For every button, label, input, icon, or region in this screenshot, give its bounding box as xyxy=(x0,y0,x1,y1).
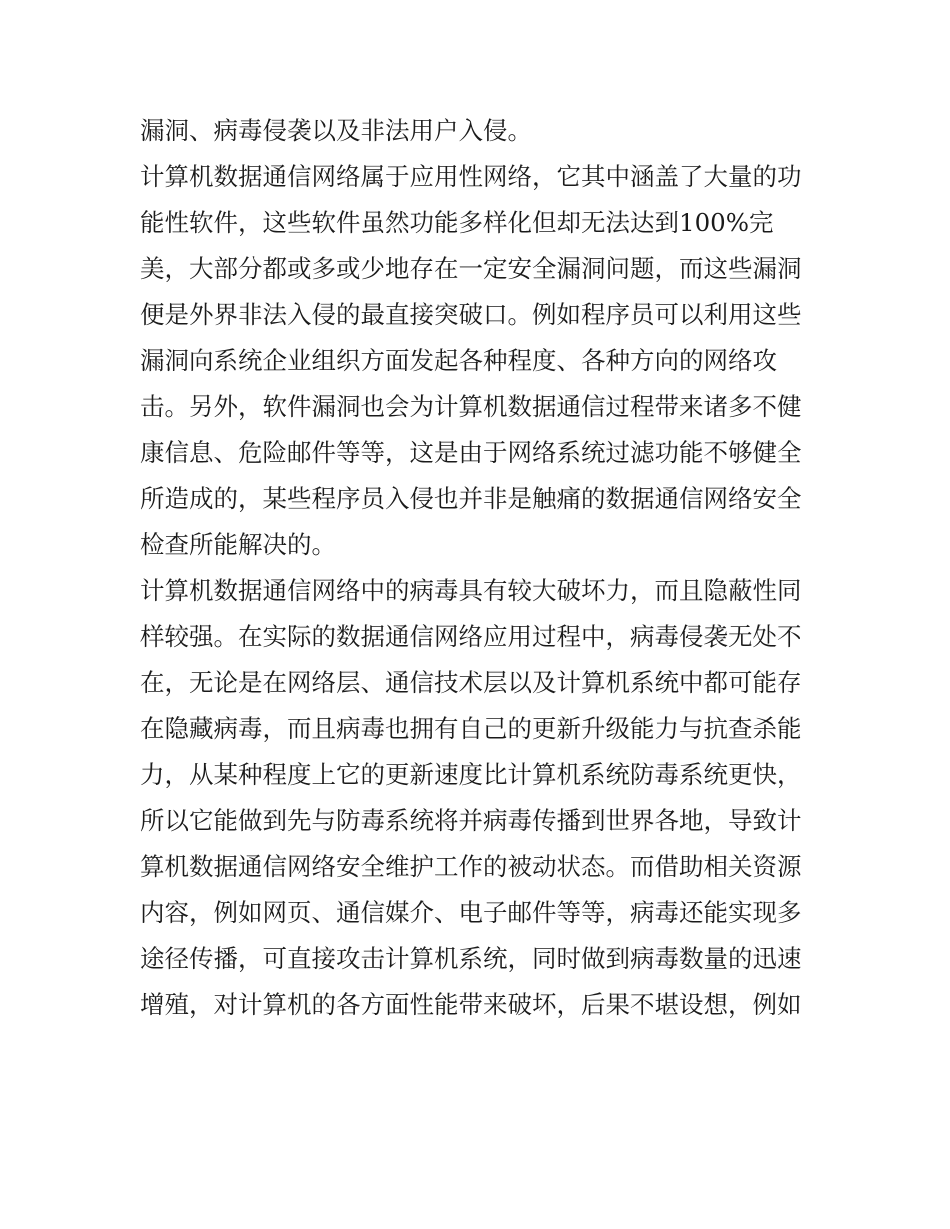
text-line: 漏洞向系统企业组织方面发起各种程度、各种方向的网络攻 xyxy=(140,346,777,375)
text-line: 康信息、危险邮件等等，这是由于网络系统过滤功能不够健全 xyxy=(140,438,802,467)
text-line: 击。另外，软件漏洞也会为计算机数据通信过程带来诸多不健 xyxy=(140,392,802,421)
text-line: 力，从某种程度上它的更新速度比计算机系统防毒系统更快， xyxy=(140,760,802,789)
text-line: 计算机数据通信网络中的病毒具有较大破坏力，而且隐蔽性同 xyxy=(140,576,802,605)
text-line: 内容，例如网页、通信媒介、电子邮件等等，病毒还能实现多 xyxy=(140,898,802,927)
text-line: 所造成的，某些程序员入侵也并非是触痛的数据通信网络安全 xyxy=(140,484,802,513)
text-line: 计算机数据通信网络属于应用性网络，它其中涵盖了大量的功 xyxy=(140,162,802,191)
document-body xyxy=(140,108,820,1028)
text-line: 美，大部分都或多或少地存在一定安全漏洞问题，而这些漏洞 xyxy=(140,254,802,283)
text-line: 样较强。在实际的数据通信网络应用过程中，病毒侵袭无处不 xyxy=(140,622,802,651)
text-line: 在，无论是在网络层、通信技术层以及计算机系统中都可能存 xyxy=(140,668,802,697)
text-line: 算机数据通信网络安全维护工作的被动状态。而借助相关资源 xyxy=(140,852,802,881)
text-line: 增殖，对计算机的各方面性能带来破坏，后果不堪设想，例如 xyxy=(140,990,802,1019)
text-line: 途径传播，可直接攻击计算机系统，同时做到病毒数量的迅速 xyxy=(140,944,802,973)
text-line: 便是外界非法入侵的最直接突破口。例如程序员可以利用这些 xyxy=(140,300,802,329)
text-line: 漏洞、病毒侵袭以及非法用户入侵。 xyxy=(140,116,532,145)
text-line: 所以它能做到先与防毒系统将并病毒传播到世界各地，导致计 xyxy=(140,806,802,835)
text-line: 检查所能解决的。 xyxy=(140,530,336,559)
text-line: 在隐藏病毒，而且病毒也拥有自己的更新升级能力与抗查杀能 xyxy=(140,714,802,743)
text-line: 能性软件，这些软件虽然功能多样化但却无法达到100%完 xyxy=(140,208,774,237)
